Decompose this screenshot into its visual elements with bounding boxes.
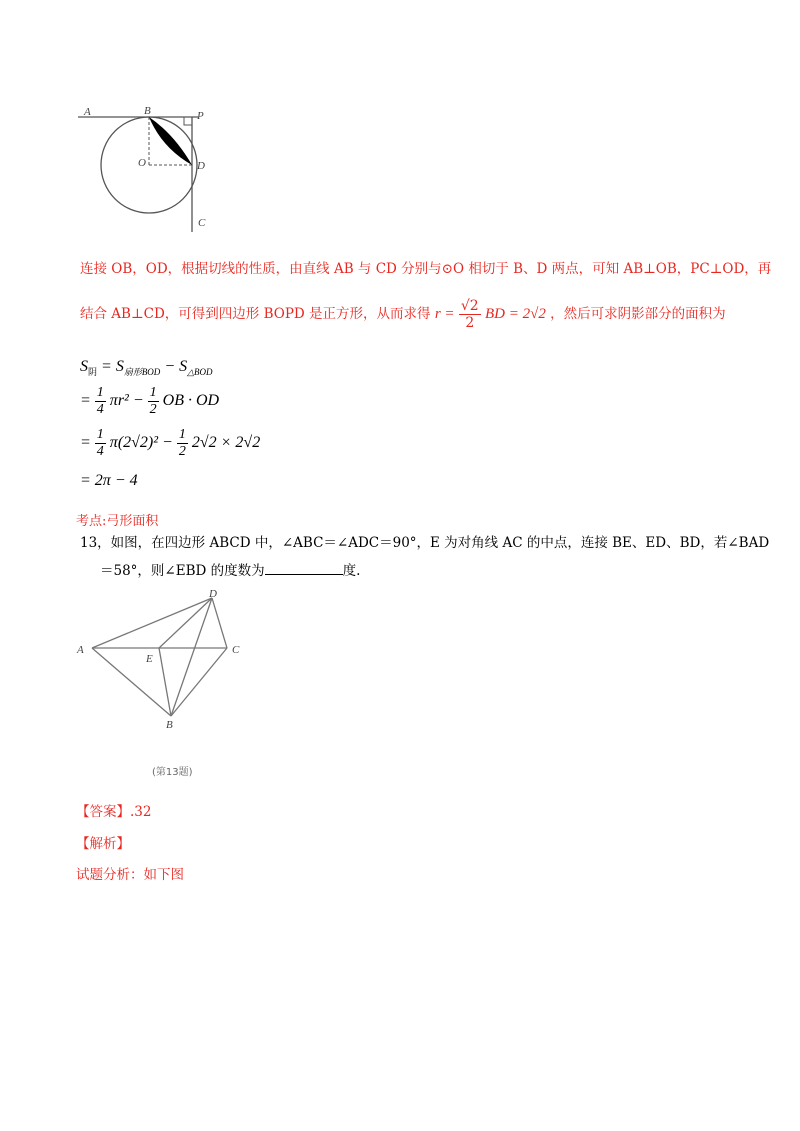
question-13-line-2-post: 度. bbox=[342, 563, 361, 579]
formula-row-3 bbox=[80, 427, 260, 460]
answer-bracket: 【答案】 bbox=[76, 804, 130, 820]
row2-frac1-den: 4 bbox=[96, 402, 104, 417]
formula-row-4: = 2π − 4 bbox=[80, 472, 138, 489]
formula-s: S bbox=[80, 358, 88, 375]
solution-line-1: 连接 OB，OD，根据切线的性质，由直线 AB 与 CD 分别与⊙O 相切于 B、D 两点，可知 AB⊥OB，PC⊥OD，再 bbox=[80, 261, 772, 277]
solution-line-2-pre: 结合 AB⊥CD，可得到四边形 BOPD 是正方形，从而求得 bbox=[80, 306, 431, 322]
row2-frac1 bbox=[95, 385, 106, 418]
quadrilateral-figure bbox=[72, 585, 252, 780]
sub-shadow: 阴 bbox=[88, 367, 98, 378]
sub-sector: 扇形BOD bbox=[123, 367, 161, 378]
row3-frac2 bbox=[177, 427, 188, 460]
question-13-line-2-pre: ＝58°，则∠EBD 的度数为 bbox=[100, 563, 265, 579]
row2-frac2-den: 2 bbox=[149, 402, 157, 417]
q-label-b: B bbox=[166, 719, 173, 731]
row2-frac1-num: 1 bbox=[96, 385, 104, 400]
analysis-bracket: 【解析】 bbox=[76, 836, 130, 852]
row2-pre: = bbox=[80, 392, 91, 410]
figure-caption: (第13题) bbox=[152, 767, 193, 778]
answer-value: .32 bbox=[130, 804, 152, 820]
frac-num: √2 bbox=[460, 298, 479, 314]
q-label-e: E bbox=[146, 653, 153, 665]
solution-line-2 bbox=[80, 296, 760, 332]
q-label-c: C bbox=[232, 644, 240, 656]
fraction-sqrt2-over-2 bbox=[459, 298, 481, 331]
label-b: B bbox=[144, 105, 151, 117]
row3-frac1-num: 1 bbox=[96, 427, 104, 442]
row3-frac2-den: 2 bbox=[178, 444, 186, 459]
kaodian-label: 考点:弓形面积 bbox=[76, 514, 159, 529]
row3-frac2-num: 1 bbox=[178, 427, 186, 442]
label-d: D bbox=[197, 160, 205, 172]
row2-mid: πr² − bbox=[109, 392, 144, 410]
label-a: A bbox=[84, 106, 91, 118]
circle-tangent-figure bbox=[70, 100, 220, 235]
formula-eq-s: = S bbox=[97, 358, 124, 375]
analysis-text: 试题分析：如下图 bbox=[76, 867, 184, 883]
label-c: C bbox=[198, 217, 206, 229]
question-13-line-1: 13，如图，在四边形 ABCD 中，∠ABC＝∠ADC＝90°，E 为对角线 AC 的中点，连接 BE、ED、BD，若∠BAD bbox=[80, 535, 770, 551]
answer-blank bbox=[265, 574, 343, 575]
sub-triangle: △BOD bbox=[187, 367, 213, 378]
row3-mid: π(2√2)² − bbox=[109, 434, 173, 452]
label-p: P bbox=[197, 110, 204, 122]
frac-den: 2 bbox=[465, 315, 475, 331]
bd-expr: BD = 2√2 bbox=[484, 306, 546, 322]
answer-line bbox=[76, 800, 151, 820]
row3-post: 2√2 × 2√2 bbox=[191, 434, 261, 452]
formula-row-2 bbox=[80, 385, 219, 418]
row3-frac1 bbox=[95, 427, 106, 460]
row3-frac1-den: 4 bbox=[96, 444, 104, 459]
row2-frac2 bbox=[148, 385, 159, 418]
formula-row-1 bbox=[80, 358, 213, 378]
row2-post: OB · OD bbox=[162, 392, 220, 410]
radius-expr: r = bbox=[434, 306, 455, 322]
q-label-a: A bbox=[77, 644, 84, 656]
row2-frac2-num: 1 bbox=[149, 385, 157, 400]
question-13-line-2 bbox=[100, 561, 360, 581]
q-label-d: D bbox=[209, 588, 217, 600]
row3-pre: = bbox=[80, 434, 91, 452]
solution-line-2-post: ，然后可求阴影部分的面积为 bbox=[550, 306, 726, 322]
label-o: O bbox=[138, 157, 146, 169]
formula-minus-s: − S bbox=[160, 358, 188, 375]
